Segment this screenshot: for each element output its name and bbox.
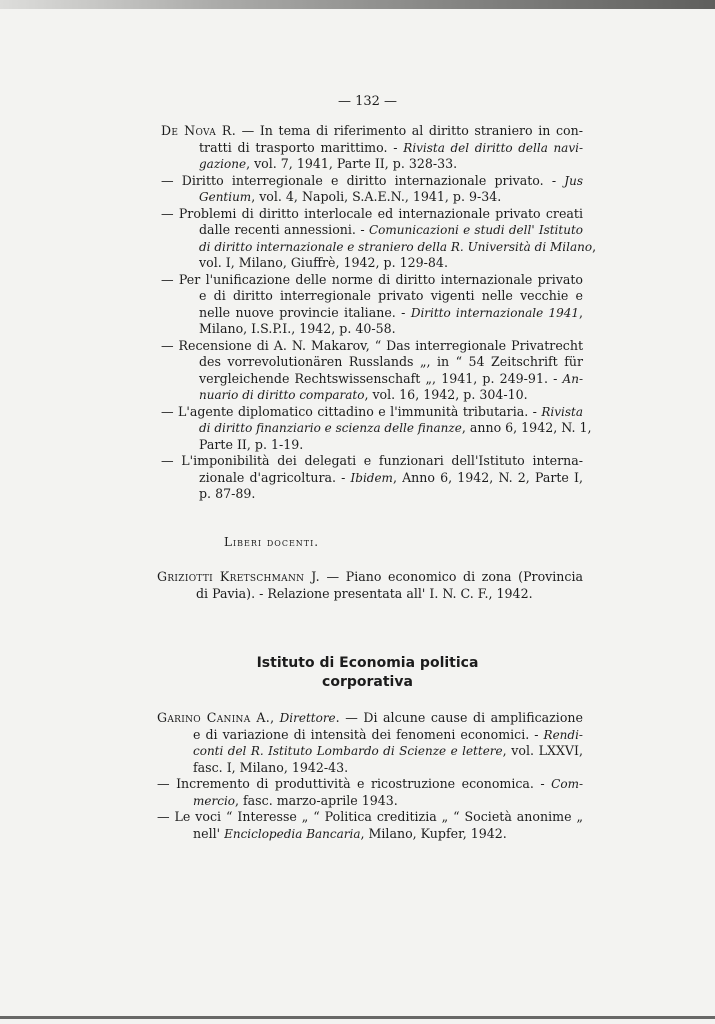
publication-title: di diritto internazionale e straniero della R. Università di Milano <box>199 239 593 254</box>
text-line <box>161 189 583 206</box>
scan-top-edge <box>0 0 715 9</box>
text-segment: — L'agente diplomatico cittadino e l'immunità tributaria. - <box>161 403 542 419</box>
text-segment: fasc. I, Milano, 1942-43. <box>193 759 349 775</box>
text-line <box>161 437 583 454</box>
text-line <box>157 569 583 586</box>
publication-title: mercio <box>193 793 235 808</box>
text-segment: p. 87-89. <box>199 486 256 501</box>
text-line <box>161 238 597 256</box>
text-line <box>161 123 583 140</box>
publication-title: Rivista del diritto della navi- <box>403 140 583 155</box>
text-segment: , Milano, Kupfer, 1942. <box>360 825 507 841</box>
bibliography-entry <box>157 710 583 776</box>
bibliography-entry <box>157 569 583 602</box>
text-line <box>161 272 583 289</box>
text-line <box>161 387 583 404</box>
author-name: De Nova R. <box>161 123 237 138</box>
text-line <box>161 173 583 190</box>
text-segment: tratti di trasporto marittimo. - <box>199 139 404 155</box>
text-segment: des vorrevolutionären Russlands „, in “ 54 Zeitschrift für <box>199 354 583 369</box>
text-line <box>161 255 583 272</box>
text-line <box>161 404 583 421</box>
text-segment: nell' <box>193 825 225 841</box>
text-segment: e di variazione di intensità dei fenomeni economici. - <box>193 726 544 742</box>
bibliography-entry <box>161 403 592 454</box>
text-segment: , fasc. marzo-aprile 1943. <box>235 792 398 808</box>
publication-title: Gentium <box>199 190 252 204</box>
text-segment: nelle nuove provincie italiane. - <box>199 304 411 320</box>
text-line <box>157 760 583 777</box>
text-line <box>161 470 583 487</box>
text-line <box>161 486 583 503</box>
text-segment: — Piano economico di zona (Provincia <box>319 569 583 584</box>
bibliography-entry <box>157 809 583 842</box>
publication-title: Jus <box>564 173 583 188</box>
text-line <box>157 826 583 843</box>
publication-title: Direttore <box>279 711 336 725</box>
text-segment: — Recensione di A. N. Makarov, “ Das interregionale Privatrecht <box>161 337 583 353</box>
scan-bottom-edge <box>0 1016 715 1019</box>
bibliography-entry <box>161 453 583 503</box>
bibliography-entry <box>161 338 583 404</box>
text-line <box>161 140 583 157</box>
text-line <box>161 371 583 388</box>
text-segment: e di diritto interregionale privato vigenti nelle vecchie e <box>199 288 583 303</box>
text-segment: , vol. 16, 1942, p. 304-10. <box>364 387 528 402</box>
text-segment: zionale d'agricoltura. - <box>199 469 351 485</box>
text-segment: — Le voci “ Interesse „ “ Politica creditizia „ “ Società anonime „ <box>157 809 583 824</box>
text-segment: Milano, I.S.P.I., 1942, p. 40-58. <box>199 321 396 336</box>
text-segment: — L'imponibilità dei delegati e funzionari dell'Istituto interna- <box>161 453 583 468</box>
publication-title: Com- <box>551 777 583 791</box>
text-segment: , <box>270 710 280 725</box>
text-segment: — Incremento di produttività e ricostruzione economica. - <box>157 776 552 791</box>
bibliography-entry <box>161 272 583 338</box>
text-line <box>161 156 583 173</box>
text-line <box>157 727 583 744</box>
bibliography-entry <box>161 123 583 173</box>
text-line <box>161 222 583 239</box>
subheading-liberi-docenti: Liberi docenti. <box>224 535 320 549</box>
text-line <box>161 288 583 305</box>
bibliography-entry <box>157 776 583 809</box>
text-segment: dalle recenti annessioni. - <box>199 222 369 237</box>
publication-title: Diritto internazionale 1941 <box>410 305 579 320</box>
publication-title: Rivista <box>541 404 583 419</box>
text-line <box>161 206 583 223</box>
text-segment: , vol. 4, Napoli, S.A.E.N., 1941, p. 9-34. <box>251 189 502 204</box>
publication-title: An- <box>562 371 583 386</box>
text-line <box>157 586 583 603</box>
text-line <box>161 338 583 355</box>
publication-title: Ibidem <box>350 470 393 485</box>
publication-title: nuario di diritto comparato <box>199 388 365 402</box>
bibliography-garino-canina <box>157 710 583 842</box>
text-segment: , vol. LXXVI, <box>502 743 583 758</box>
section-title-line-1: Istituto di Economia politica <box>256 655 479 671</box>
publication-title: conti del R. Istituto Lombardo di Scienze e lettere <box>193 744 503 758</box>
text-line <box>157 793 583 810</box>
text-line <box>161 354 583 371</box>
text-segment: , <box>578 304 583 320</box>
text-line <box>157 809 583 826</box>
text-segment: Parte II, p. 1-19. <box>199 436 304 452</box>
text-line <box>157 776 583 793</box>
text-segment: di Pavia). - Relazione presentata all' I. N. C. F., 1942. <box>196 585 533 601</box>
text-segment: — Problemi di diritto interlocale ed internazionale privato creati <box>161 205 583 221</box>
author-name: Garino Canina A. <box>157 710 271 725</box>
text-line <box>161 453 583 470</box>
bibliography-entry <box>161 205 597 272</box>
publication-title: gazione <box>199 157 247 171</box>
text-segment: . — Di alcune cause di amplificazione <box>335 710 583 725</box>
publication-title: Comunicazioni e studi dell' Istituto <box>368 223 583 237</box>
text-line <box>157 710 583 727</box>
text-segment: — Diritto interregionale e diritto internazionale privato. - <box>161 172 565 188</box>
page-number: — 132 — <box>337 94 398 109</box>
text-segment: , vol. 7, 1941, Parte II, p. 328-33. <box>246 156 458 171</box>
text-segment: — Per l'unificazione delle norme di diritto internazionale privato <box>161 271 583 287</box>
text-line <box>157 743 583 760</box>
publication-title: di diritto finanziario e scienza delle finanze <box>199 421 462 435</box>
text-segment: , <box>592 238 597 254</box>
text-line <box>161 305 583 322</box>
text-segment: — In tema di riferimento al diritto straniero in con- <box>236 123 583 138</box>
text-segment: vol. I, Milano, Giuffrè, 1942, p. 129-84. <box>199 255 448 270</box>
bibliography-griziotti <box>157 569 583 602</box>
text-segment: vergleichende Rechtswissenschaft „, 1941, p. 249-91. - <box>199 370 563 386</box>
text-line <box>161 420 592 437</box>
publication-title: Enciclopedia Bancaria <box>224 826 361 841</box>
text-segment: , Anno 6, 1942, N. 2, Parte I, <box>392 469 583 485</box>
text-line <box>161 321 583 338</box>
bibliography-entry <box>161 173 583 206</box>
author-name: Griziotti Kretschmann J. <box>157 569 320 584</box>
publication-title: Rendi- <box>543 727 583 742</box>
section-title-line-2: corporativa <box>322 674 413 690</box>
bibliography-de-nova <box>161 123 597 503</box>
text-segment: , anno 6, 1942, N. 1, <box>461 420 592 435</box>
